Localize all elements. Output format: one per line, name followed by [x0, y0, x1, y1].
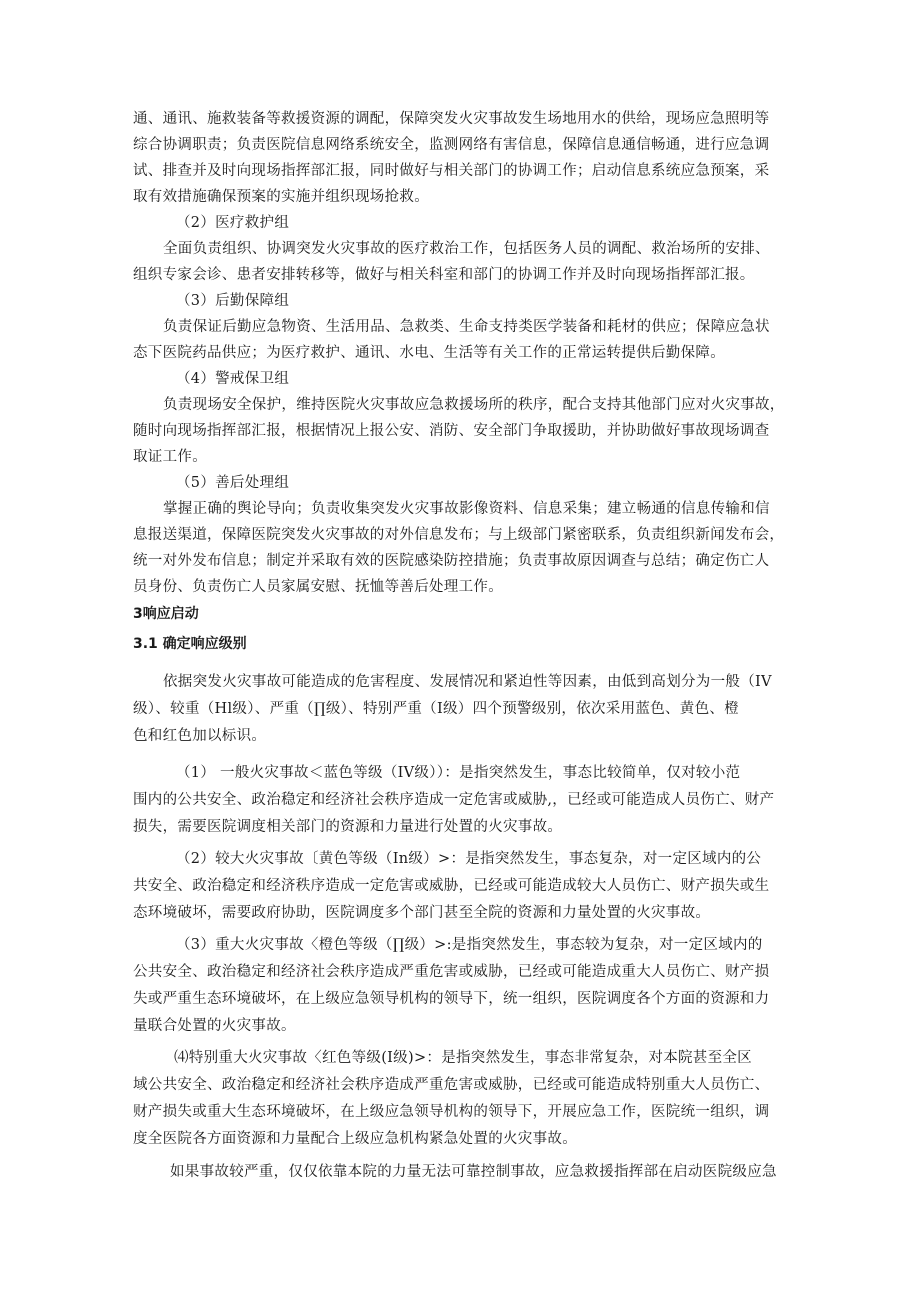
paragraph-line: 如果事故较严重，仅仅依靠本院的力量无法可靠控制事故，应急救援指挥部在启动医院级应急: [170, 1164, 777, 1180]
paragraph-line: 色和红色加以标识。: [133, 728, 267, 744]
paragraph-line: 取证工作。: [133, 449, 207, 465]
paragraph-line: 息报送渠道，保障医院突发火灾事故的对外信息发布；与上级部门紧密联系，负责组织新闻发布会，: [133, 527, 785, 543]
paragraph-line: 组织专家会诊、患者安排转移等，做好与相关科室和部门的协调工作并及时向现场指挥部汇报。: [133, 267, 755, 283]
paragraph-line: 全面负责组织、协调突发火灾事故的医疗救治工作，包括医务人员的调配、救治场所的安排、: [163, 241, 770, 257]
paragraph-line: 随时向现场指挥部汇报，根据情况上报公安、消防、安全部门争取援助，并协助做好事故现场调查: [133, 423, 770, 439]
section-heading: 3响应启动: [133, 606, 199, 622]
subsection-heading: 3.1 确定响应级别: [133, 636, 247, 652]
paragraph-line: 通、通讯、施救装备等救援资源的调配，保障突发火灾事故发生场地用水的供给，现场应急照明等: [133, 111, 770, 127]
paragraph-line: 级）、较重（Hl级）、严重（∏级）、特别严重（I级）四个预警级别，依次采用蓝色、黄色、橙: [133, 701, 739, 717]
paragraph-line: 员身份、负责伤亡人员家属安慰、抚恤等善后处理工作。: [133, 579, 503, 595]
paragraph-line: 损失，需要医院调度相关部门的资源和力量进行处置的火灾事故。: [133, 819, 563, 835]
level-item-2: （2）较大火灾事故〔黄色等级（In级）>：是指突然发生，事态复杂，对一定区域内的公: [176, 851, 762, 867]
paragraph-line: 共安全、政治稳定和经济秩序造成一定危害或威胁，已经或可能造成较大人员伤亡、财产损失或生: [133, 878, 770, 894]
paragraph-line: 失或严重生态环境破坏，在上级应急领导机构的领导下，统一组织，医院调度各个方面的资源和力: [133, 991, 770, 1007]
level-item-4: ⑷特别重大火灾事故〈红色等级(I级)>：是指突然发生，事态非常复杂，对本院甚至全区: [174, 1050, 752, 1066]
paragraph-line: 统一对外发布信息；制定并采取有效的医院感染防控措施；负责事故原因调查与总结；确定伤亡人: [133, 553, 770, 569]
paragraph-line: 域公共安全、政治稳定和经济社会秩序造成严重危害或威胁，已经或可能造成特别重大人员伤亡、: [133, 1077, 770, 1093]
group-title-security: （4）警戒保卫组: [176, 371, 290, 387]
level-item-3: （3）重大火灾事故〈橙色等级（∏级）>:是指突然发生，事态较为复杂，对一定区域内的: [176, 937, 763, 953]
level-item-1: （1） 一般火灾事故＜蓝色等级（IV级））：是指突然发生，事态比较简单，仅对较小范: [176, 765, 741, 781]
group-title-medical: （2）医疗救护组: [176, 215, 290, 231]
group-title-logistics: （3）后勤保障组: [176, 293, 290, 309]
paragraph-line: 围内的公共安全、政治稳定和经济社会秩序造成一定危害或威胁,，已经或可能造成人员伤亡、财产: [133, 792, 775, 808]
paragraph-line: 综合协调职责；负责医院信息网络系统安全，监测网络有害信息，保障信息通信畅通，进行应急调: [133, 137, 770, 153]
paragraph-line: 负责保证后勤应急物资、生活用品、急救类、生命支持类医学装备和耗材的供应；保障应急状: [163, 319, 770, 335]
paragraph-line: 态环境破坏，需要政府协助，医院调度多个部门甚至全院的资源和力量处置的火灾事故。: [133, 905, 711, 921]
paragraph-line: 财产损失或重大生态环境破坏，在上级应急领导机构的领导下，开展应急工作，医院统一组织，调: [133, 1104, 770, 1120]
paragraph-line: 度全医院各方面资源和力量配合上级应急机构紧急处置的火灾事故。: [133, 1131, 577, 1147]
paragraph-line: 取有效措施确保预案的实施并组织现场抢救。: [133, 189, 429, 205]
group-title-aftermath: （5）善后处理组: [176, 475, 290, 491]
paragraph-line: 公共安全、政治稳定和经济社会秩序造成严重危害或威胁，已经或可能造成重大人员伤亡、财产损: [133, 964, 770, 980]
paragraph-line: 掌握正确的舆论导向；负责收集突发火灾事故影像资料、信息采集；建立畅通的信息传输和信: [163, 501, 770, 517]
paragraph-line: 负责现场安全保护，维持医院火灾事故应急救援场所的秩序，配合支持其他部门应对火灾事故，: [163, 397, 785, 413]
paragraph-line: 量联合处置的火灾事故。: [133, 1018, 296, 1034]
paragraph-line: 试、排查并及时向现场指挥部汇报，同时做好与相关部门的协调工作；启动信息系统应急预案，采: [133, 163, 770, 179]
paragraph-line: 依据突发火灾事故可能造成的危害程度、发展情况和紧迫性等因素，由低到高划分为一般（IV: [163, 674, 772, 690]
paragraph-line: 态下医院药品供应；为医疗救护、通讯、水电、生活等有关工作的正常运转提供后勤保障。: [133, 345, 725, 361]
